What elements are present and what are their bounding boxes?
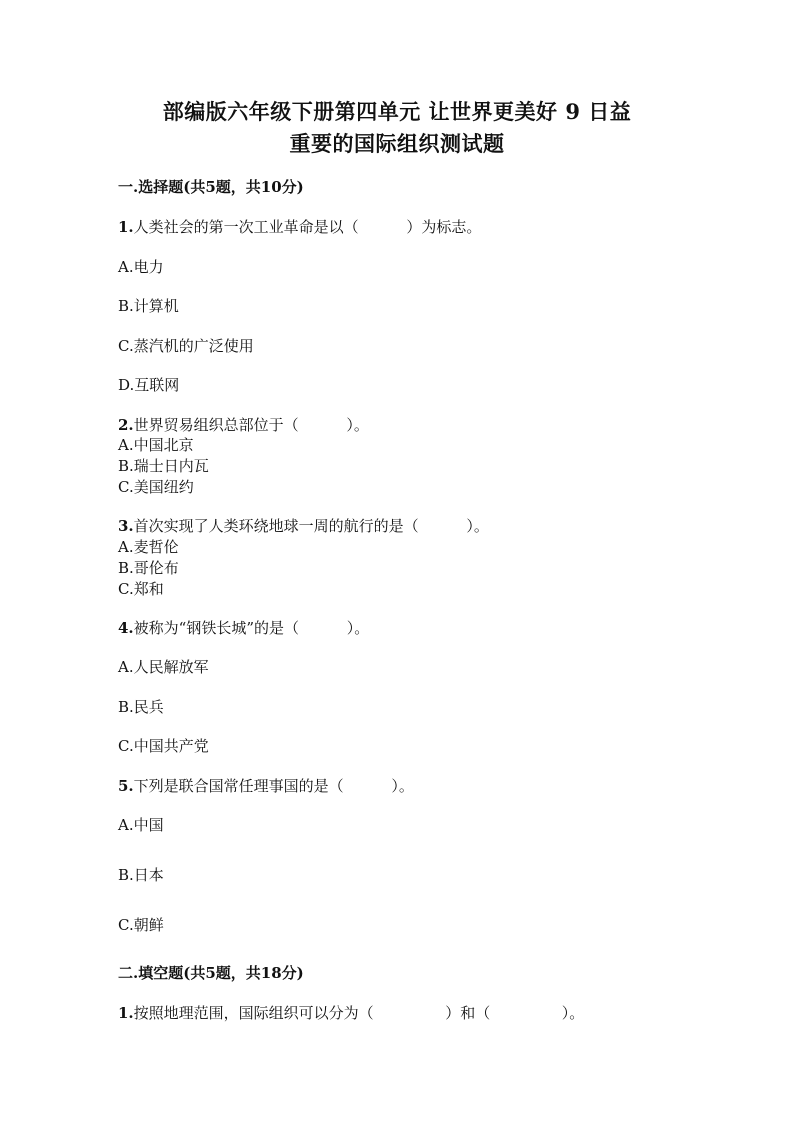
option-b: B.民兵	[118, 698, 164, 716]
option-a: A.麦哲伦	[118, 538, 179, 556]
question-stem: 人类社会的第一次工业革命是以（ ）为标志。	[133, 218, 482, 236]
option-c: C.中国共产党	[118, 737, 209, 755]
option-b: B.计算机	[118, 297, 179, 315]
page-title-line-1: 部编版六年级下册第四单元 让世界更美好 9 日益	[162, 99, 632, 124]
option-a: A.人民解放军	[118, 658, 209, 676]
question-stem: 按照地理范围，国际组织可以分为（ ）和（ ）。	[133, 1004, 585, 1022]
section-heading-fill-blank: 二.填空题(共5题，共18分)	[118, 964, 304, 982]
question-stem: 首次实现了人类环绕地球一周的航行的是（ ）。	[133, 517, 489, 535]
question-stem: 下列是联合国常任理事国的是（ ）。	[133, 777, 414, 795]
question-stem: 世界贸易组织总部位于（ ）。	[133, 416, 369, 434]
question-number: 4.	[118, 619, 134, 637]
question-4	[118, 618, 369, 638]
option-b: B.瑞士日内瓦	[118, 457, 209, 475]
option-c: C.朝鲜	[118, 916, 164, 934]
option-d: D.互联网	[118, 376, 180, 394]
question-2	[118, 415, 369, 435]
question-number: 2.	[118, 416, 134, 434]
question-number: 1.	[118, 1004, 134, 1022]
question-number: 3.	[118, 517, 134, 535]
question-number: 5.	[118, 777, 134, 795]
option-a: A.中国	[118, 816, 164, 834]
option-a: A.电力	[118, 258, 164, 276]
question-1	[118, 217, 481, 237]
question-stem: 被称为“钢铁长城”的是（ ）。	[133, 619, 370, 637]
question-3	[118, 516, 489, 536]
option-b: B.日本	[118, 866, 164, 884]
option-c: C.郑和	[118, 580, 164, 598]
option-a: A.中国北京	[118, 436, 194, 454]
page-title-line-2: 重要的国际组织测试题	[289, 131, 505, 156]
question-5	[118, 776, 414, 796]
section-heading-choice: 一.选择题(共5题，共10分)	[118, 178, 304, 196]
question-number: 1.	[118, 218, 134, 236]
option-c: C.蒸汽机的广泛使用	[118, 337, 254, 355]
fill-question-1	[118, 1003, 584, 1023]
option-c: C.美国纽约	[118, 478, 194, 496]
option-b: B.哥伦布	[118, 559, 179, 577]
